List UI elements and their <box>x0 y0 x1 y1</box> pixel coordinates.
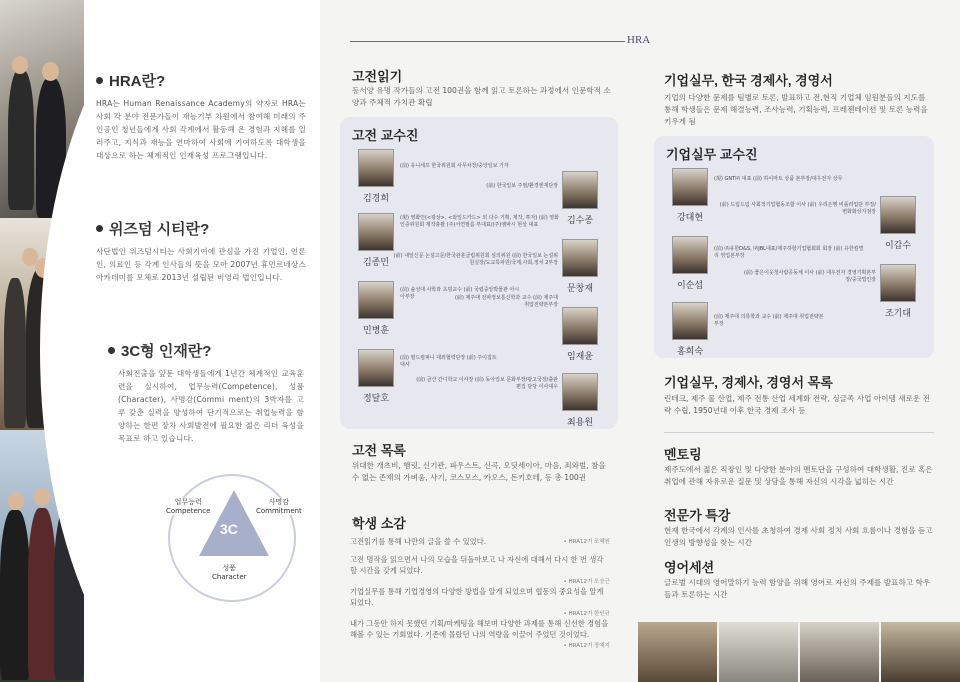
wisdom-title: 위즈덤 시티란? <box>109 221 210 238</box>
activity-photo <box>800 622 879 682</box>
activity-photos <box>638 622 960 682</box>
portrait <box>672 236 708 274</box>
section-3c-talent <box>108 340 304 445</box>
hra-title: HRA란? <box>109 73 166 90</box>
hra-logo-mark: HRA <box>627 34 651 46</box>
bullet-icon <box>96 225 103 232</box>
portrait <box>358 281 394 319</box>
hra-body: HRA는 Human Renaissance Academy의 약자로 HRA는 사회 각 분야 전문가들이 재능기부 차원에서 참여해 미래의 주인공인 청년들에게 사회 각계에서 활동해 온 경험과 지혜를 일러주고, 지식과 재능을 연마하여 사회에 기여하도록 대학생을 대상으로 하는 체계적인 인재육성 프로그램입니다. <box>96 99 306 160</box>
talent-body: 사회진출을 앞둔 대학생들에게 1년간 체계적인 교육훈련을 실시하여, 업무능력(Competence), 성품(Character), 사명감(Commi ment)의 3박자를 고루 갖춘 실력을 양성하여 단기적으로는 취업능력을 함양하는 한편 장차 사회발전에 필요한 젊은 리더 육성을 목표로 하고 있습니다. <box>118 369 304 443</box>
bullet-icon <box>108 347 115 354</box>
business-professors-title: 기업실무 교수진 <box>666 147 758 162</box>
catalog-body: 위대한 개츠비, 햄릿, 신기관, 파우스트, 신곡, 오딧세이아, 마음, 죄와벌, 참을 수 없는 존재의 가벼움, 사기, 코스모스, 카오스, 돈키호테, 등 총 100권 <box>352 461 606 482</box>
portrait <box>562 307 598 345</box>
portrait <box>562 373 598 411</box>
portrait <box>880 196 916 234</box>
portrait <box>358 149 394 187</box>
portrait <box>672 302 708 340</box>
section-hra <box>96 70 306 162</box>
commitment-label: 사명감 Commitment <box>256 498 302 515</box>
header-rule <box>350 41 648 42</box>
review-item: 고전 명작을 읽으면서 나의 모습을 뒤돌아보고 나 자신에 대해서 다시 한 번 생각할 시간을 갖게 되었다. • HRA12기 오승근 <box>350 555 610 585</box>
portrait <box>672 168 708 206</box>
classics-professors-title: 고전 교수진 <box>352 128 419 143</box>
3c-diagram <box>166 474 302 602</box>
business-body: 기업의 다양한 문제를 팀별로 토론, 발표하고 전,현직 기업체 임원분들의 지도를 통해 학생들은 문제 해결능력, 조사능력, 기획능력, 프레젠테이션 및 토론 능력을 키우게 됨 <box>664 93 928 126</box>
section-wisdom-city <box>96 218 306 284</box>
mentoring-title: 멘토링 <box>664 447 702 462</box>
competence-label: 업무능력 Competence <box>166 498 211 515</box>
lecture-body: 현재 한국에서 각계의 인사를 초청하여 경제 사회 정치 사회 흐름이나 경험을 듣고 인생의 방향성을 찾는 시간 <box>664 526 933 547</box>
activity-photo <box>719 622 798 682</box>
reading-body: 린테크, 제주 물 산업, 제주 전통 산업 세계화 전략, 싱글족 사업 아이템 새로운 전략 수립, 1950년대 이후 한국 경제 조사 등 <box>664 394 931 415</box>
review-item: 기업실무를 통해 기업경영의 다양한 방법을 알게 되었으며 협동의 중요성을 알게 되었다. • HRA12기 한인규 <box>350 587 610 617</box>
classics-body: 동서양 유명 작가들의 고전 100권을 함께 읽고 토론하는 과정에서 인문학적 소양과 주체적 가치관 확립 <box>352 86 611 107</box>
classics-professors-box: 고전 교수진 김경희 (前) 유니세프 한국위원회 사무차장/중앙일보 기자 김수종 (前) 한국일보 주필/환경엔재단장 김종민 (現) 영화인(<광상>, <와일드카드> 외 다수 기획, 제작, 투자) (前) 영화인증위원회 제작총괄 (주)서연필름 부대표/(주)엠파시 현상 대표 문창재 (前) 내일신문 논설고문/한국관훈클럽위원회 심의위원 (前) 한국일보 논설위원실장/도교특파원/국제,사회,정치 2부장 민병훈 (前) 솔성대 사학과 초빙교수 (前) 국립중앙박물관 아시아부장 임재윤 (前) 제주대 전파정보통신학과 교수 (前) 제주대 취업전략본부장 정달호 (前) 필드컴퍼니 대외협력단장 (前) 주이집트 대사 최용원 (前) 금산 간디학교 이사장 (前) 동아일보 문화부장/광고국장/출판편집 담당 이사대우 <box>340 117 618 429</box>
english-body: 글로벌 시대의 영어말하기 능력 함양을 위해 영어로 자신의 주제를 발표하고 학우들과 토론하는 시간 <box>664 578 931 599</box>
catalog-title: 고전 목록 <box>352 443 406 458</box>
mentoring-body: 제주도에서 젊은 직장인 및 다양한 분야의 멘토단을 구성하여 대학생활, 진로 혹은 취업에 관해 자유로운 질문 및 상담을 통해 자신의 시각을 넓히는 시간 <box>664 465 933 486</box>
portrait <box>562 171 598 209</box>
reading-title: 기업실무, 경제사, 경영서 목록 <box>664 375 833 390</box>
reviews-title: 학생 소감 <box>352 516 406 531</box>
portrait <box>562 239 598 277</box>
classics-title: 고전읽기 <box>352 69 403 84</box>
business-title: 기업실무, 한국 경제사, 경영서 <box>664 73 833 88</box>
lecture-title: 전문가 특강 <box>664 508 731 523</box>
bullet-icon <box>96 77 103 84</box>
panel-about <box>0 0 320 682</box>
activity-photo <box>881 622 960 682</box>
portrait <box>880 264 916 302</box>
review-item: 고전읽기를 통해 나만의 글을 쓸 수 있었다. • HRA12기 조혜원 <box>350 537 610 546</box>
english-title: 영어세션 <box>664 560 715 575</box>
divider <box>664 432 934 433</box>
character-label: 성품 Character <box>212 564 247 581</box>
3c-label: 3C <box>220 521 238 537</box>
portrait <box>358 213 394 251</box>
business-professors-box: 기업실무 교수진 강대현 (現) GNT㈜ 대표 (前) 하이마트 상품 본부장/대우전자 상무 이갑수 (前) 드림드림 사회적기업협동조합 이사 (前) 우리은행 비플러업단 부장/변화화상지점장 이순섭 (前) ㈜유한D&S, ㈜JBL대표/제주하항기업협회회 회장 (前) 유한킴벌리 영업본부장 조기대 (前) 좋은이웃청사람공동체 이사 (前) 대우전자 경영기획본부장/중국법인장 홍희숙 (前) 제주대 의류학과 교수 (前) 제주대 취업전략본부장 <box>654 136 934 358</box>
portrait <box>358 349 394 387</box>
activity-photo <box>638 622 717 682</box>
talent-title: 3C형 인재란? <box>121 343 212 360</box>
review-item: 내가 그동안 하지 못했던 기획/마케팅을 해보며 다양한 과제를 통해 신선한 경험을 해볼 수 있는 기회였다. 기존에 몰랐던 나의 역량을 이끌어 주었던 것이었다. • HRA12기 장예지 <box>350 619 610 649</box>
wisdom-body: 사단법인 위즈덤시티는 사회기여에 관심을 가진 기업인, 언론인, 의료인 등 각계 인사들의 뜻을 모아 2007년 휴먼르네상스 아카데미를 모체로 2013년 설립된 비영리 법인입니다. <box>96 247 306 282</box>
